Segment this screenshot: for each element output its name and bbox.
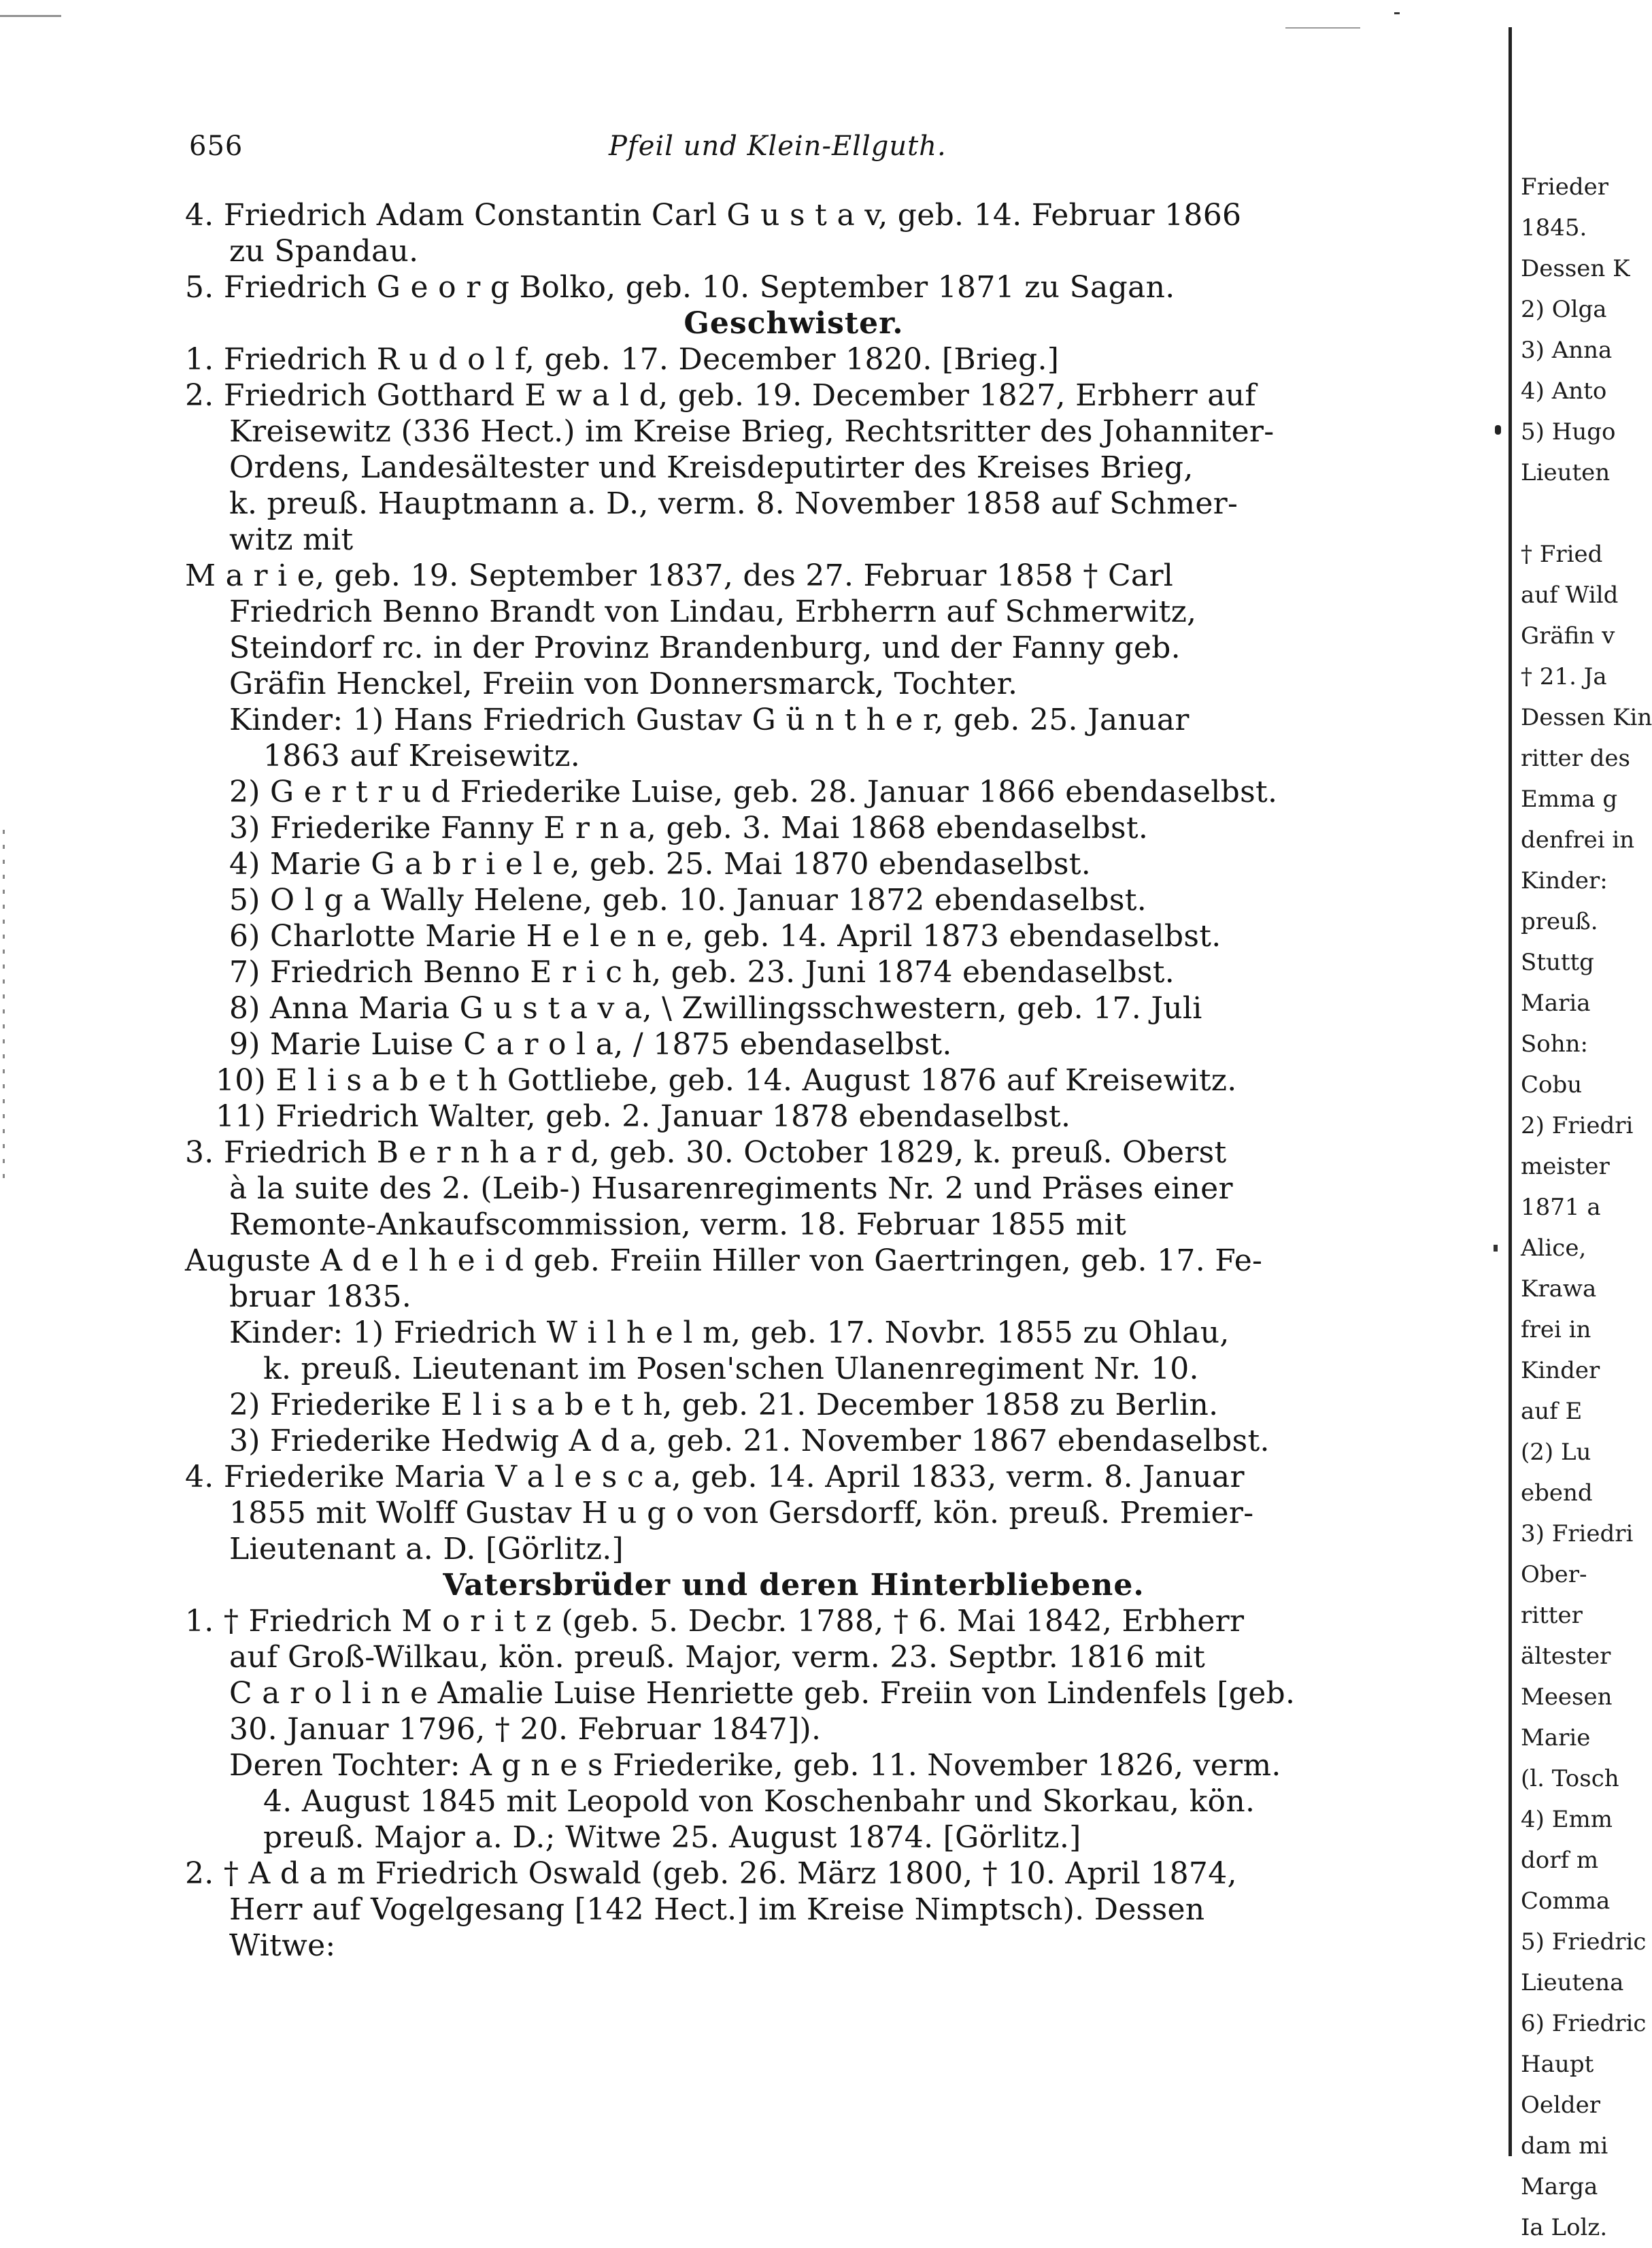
text-line: Lieutenant a. D. [Görlitz.] [229, 1532, 624, 1566]
fragment-line: meister [1521, 1153, 1610, 1180]
text-line: Remonte-Ankaufscommission, verm. 18. Februar 1855 mit [229, 1207, 1127, 1242]
fragment-line: Stuttg [1521, 949, 1594, 976]
fragment-line: ritter [1521, 1602, 1583, 1629]
text-line: 1855 mit Wolff Gustav H u g o von Gersdorff, kön. preuß. Premier- [229, 1496, 1254, 1530]
fragment-line: Dessen K [1521, 255, 1630, 282]
fragment-line: Krawa [1521, 1275, 1597, 1303]
text-line: 4. August 1845 mit Leopold von Koschenbahr und Skorkau, kön. [263, 1784, 1255, 1819]
text-line: 9) Marie Luise C a r o l a, / 1875 ebendaselbst. [229, 1027, 952, 1062]
fragment-line: 1871 a [1521, 1194, 1601, 1221]
fragment-line: (2) Lu [1521, 1439, 1591, 1466]
text-line: auf Groß-Wilkau, kön. preuß. Major, verm. 23. Septbr. 1816 mit [229, 1640, 1206, 1675]
fragment-line: Kinder: [1521, 867, 1608, 894]
text-line: 2. † A d a m Friedrich Oswald (geb. 26. März 1800, † 10. April 1874, [185, 1856, 1237, 1891]
text-line: k. preuß. Lieutenant im Posen'schen Ulanenregiment Nr. 10. [263, 1352, 1199, 1386]
fragment-line: 2) Friedri [1521, 1112, 1634, 1139]
text-line: preuß. Major a. D.; Witwe 25. August 1874. [Görlitz.] [263, 1820, 1081, 1855]
text-line: Friedrich Benno Brandt von Lindau, Erbherrn auf Schmerwitz, [229, 594, 1197, 629]
text-line: 3) Friederike Fanny E r n a, geb. 3. Mai 1868 ebendaselbst. [229, 811, 1149, 845]
text-line: Deren Tochter: A g n e s Friederike, geb. 11. November 1826, verm. [229, 1748, 1281, 1783]
fragment-line: Oelder [1521, 2092, 1601, 2119]
fragment-line: frei in [1521, 1316, 1591, 1343]
text-line: Ordens, Landesältester und Kreisdeputirter des Kreises Brieg, [229, 450, 1194, 485]
running-head: Pfeil und Klein-Ellguth. [609, 131, 947, 162]
text-line: 3. Friedrich B e r n h a r d, geb. 30. October 1829, k. preuß. Oberst [185, 1135, 1227, 1170]
fragment-line: 1845. [1521, 214, 1587, 241]
fragment-line: Meesen [1521, 1683, 1613, 1711]
fragment-line: Emma g [1521, 786, 1618, 813]
text-line: 1863 auf Kreisewitz. [263, 739, 581, 773]
fragment-line: 3) Friedri [1521, 1520, 1634, 1547]
page-number: 656 [189, 131, 243, 162]
text-line: 10) E l i s a b e t h Gottliebe, geb. 14. August 1876 auf Kreisewitz. [216, 1063, 1237, 1098]
text-line: Steindorf rc. in der Provinz Brandenburg, und der Fanny geb. [229, 631, 1181, 665]
text-line: 30. Januar 1796, † 20. Februar 1847]). [229, 1712, 822, 1747]
fragment-line: dam mi [1521, 2132, 1608, 2160]
scan-artifact [3, 830, 5, 1184]
text-line: 4. Friedrich Adam Constantin Carl G u s t a v, geb. 14. Februar 1866 [185, 198, 1242, 233]
fragment-line: † Fried [1521, 541, 1603, 568]
text-line: 4) Marie G a b r i e l e, geb. 25. Mai 1870 ebendaselbst. [229, 847, 1092, 882]
scan-artifact [1394, 12, 1400, 14]
fragment-line: Gräfin v [1521, 622, 1615, 650]
scan-artifact [1494, 1245, 1498, 1252]
fragment-line: auf Wild [1521, 582, 1619, 609]
text-line: 6) Charlotte Marie H e l e n e, geb. 14. April 1873 ebendaselbst. [229, 919, 1221, 954]
text-line: Herr auf Vogelgesang [142 Hect.] im Kreise Nimptsch). Dessen [229, 1892, 1205, 1927]
fragment-line: 3) Anna [1521, 337, 1613, 364]
adjacent-page-fragment [1521, 167, 1652, 2248]
fragment-line: Comma [1521, 1888, 1611, 1915]
fragment-line: ritter des [1521, 745, 1630, 772]
text-line: 5) O l g a Wally Helene, geb. 10. Januar 1872 ebendaselbst. [229, 883, 1147, 918]
scan-artifact [0, 15, 61, 17]
fragment-line: (l. Tosch [1521, 1765, 1619, 1792]
text-line: zu Spandau. [229, 234, 419, 269]
fragment-line: Alice, [1521, 1235, 1587, 1262]
fragment-line: Marie [1521, 1724, 1591, 1751]
fragment-line: Dessen Kin [1521, 704, 1652, 731]
text-line: 2) Friederike E l i s a b e t h, geb. 21. December 1858 zu Berlin. [229, 1388, 1219, 1422]
text-line: 1. Friedrich R u d o l f, geb. 17. December 1820. [Brieg.] [185, 342, 1060, 377]
scan-artifact [1495, 425, 1501, 435]
fragment-line: ebend [1521, 1479, 1593, 1507]
fragment-line: auf E [1521, 1398, 1583, 1425]
fragment-line: Frieder [1521, 173, 1608, 201]
text-line: à la suite des 2. (Leib-) Husarenregiments Nr. 2 und Präses einer [229, 1171, 1233, 1206]
fragment-line: Ober- [1521, 1561, 1587, 1588]
fragment-line: Cobu [1521, 1071, 1583, 1098]
main-text-column [185, 197, 1402, 1964]
text-line: 2. Friedrich Gotthard E w a l d, geb. 19. December 1827, Erbherr auf [185, 378, 1257, 413]
fragment-line: dorf m [1521, 1847, 1599, 1874]
fragment-line: 5) Hugo [1521, 418, 1616, 446]
section-heading: Geschwister. [684, 306, 904, 341]
text-line: M a r i e, geb. 19. September 1837, des 27. Februar 1858 † Carl [185, 558, 1174, 593]
text-line: 7) Friedrich Benno E r i c h, geb. 23. Juni 1874 ebendaselbst. [229, 955, 1175, 990]
fragment-line: Haupt [1521, 2051, 1594, 2078]
text-line: Kinder: 1) Hans Friedrich Gustav G ü n t h e r, geb. 25. Januar [229, 703, 1190, 737]
fragment-line: Marga [1521, 2173, 1598, 2200]
text-line: C a r o l i n e Amalie Luise Henriette geb. Freiin von Lindenfels [geb. [229, 1676, 1296, 1711]
fragment-line: Kinder [1521, 1357, 1600, 1384]
fragment-line: 2) Olga [1521, 296, 1607, 323]
text-line: 8) Anna Maria G u s t a v a, \ Zwillingsschwestern, geb. 17. Juli [229, 991, 1202, 1026]
text-line: 2) G e r t r u d Friederike Luise, geb. 28. Januar 1866 ebendaselbst. [229, 775, 1278, 809]
fragment-line: Lieuten [1521, 459, 1611, 486]
fragment-line: 5) Friedric [1521, 1928, 1647, 1956]
gutter-line [1508, 27, 1512, 2156]
fragment-line: Sohn: [1521, 1030, 1589, 1058]
text-line: Auguste A d e l h e i d geb. Freiin Hiller von Gaertringen, geb. 17. Fe- [185, 1243, 1263, 1278]
scan-artifact [1285, 27, 1360, 29]
text-line: 3) Friederike Hedwig A d a, geb. 21. November 1867 ebendaselbst. [229, 1424, 1270, 1458]
fragment-line: ältester [1521, 1643, 1611, 1670]
text-line: Gräfin Henckel, Freiin von Donnersmarck, Tochter. [229, 667, 1018, 701]
fragment-line: Maria [1521, 990, 1591, 1017]
text-line: Witwe: [229, 1928, 336, 1963]
fragment-line: preuß. [1521, 908, 1598, 935]
fragment-line [1521, 493, 1632, 534]
text-line: 11) Friedrich Walter, geb. 2. Januar 1878 ebendaselbst. [216, 1099, 1071, 1134]
text-line: bruar 1835. [229, 1279, 412, 1314]
text-line: k. preuß. Hauptmann a. D., verm. 8. November 1858 auf Schmer- [229, 486, 1238, 521]
text-line: 5. Friedrich G e o r g Bolko, geb. 10. September 1871 zu Sagan. [185, 270, 1175, 305]
fragment-line: 4) Anto [1521, 378, 1607, 405]
fragment-line: Lieutena [1521, 1969, 1624, 1996]
section-heading: Vatersbrüder und deren Hinterbliebene. [443, 1568, 1145, 1603]
text-line: witz mit [229, 522, 354, 557]
fragment-line: 4) Emm [1521, 1806, 1613, 1833]
text-line: 4. Friederike Maria V a l e s c a, geb. 14. April 1833, verm. 8. Januar [185, 1460, 1245, 1494]
text-line: 1. † Friedrich M o r i t z (geb. 5. Decbr. 1788, † 6. Mai 1842, Erbherr [185, 1604, 1245, 1639]
fragment-line: denfrei in [1521, 826, 1635, 854]
fragment-line: 6) Friedric [1521, 2010, 1647, 2037]
fragment-line: Ia Lolz. [1521, 2214, 1608, 2241]
text-line: Kreisewitz (336 Hect.) im Kreise Brieg, Rechtsritter des Johanniter- [229, 414, 1275, 449]
text-line: Kinder: 1) Friedrich W i l h e l m, geb. 17. Novbr. 1855 zu Ohlau, [229, 1315, 1230, 1350]
fragment-line: † 21. Ja [1521, 663, 1607, 690]
